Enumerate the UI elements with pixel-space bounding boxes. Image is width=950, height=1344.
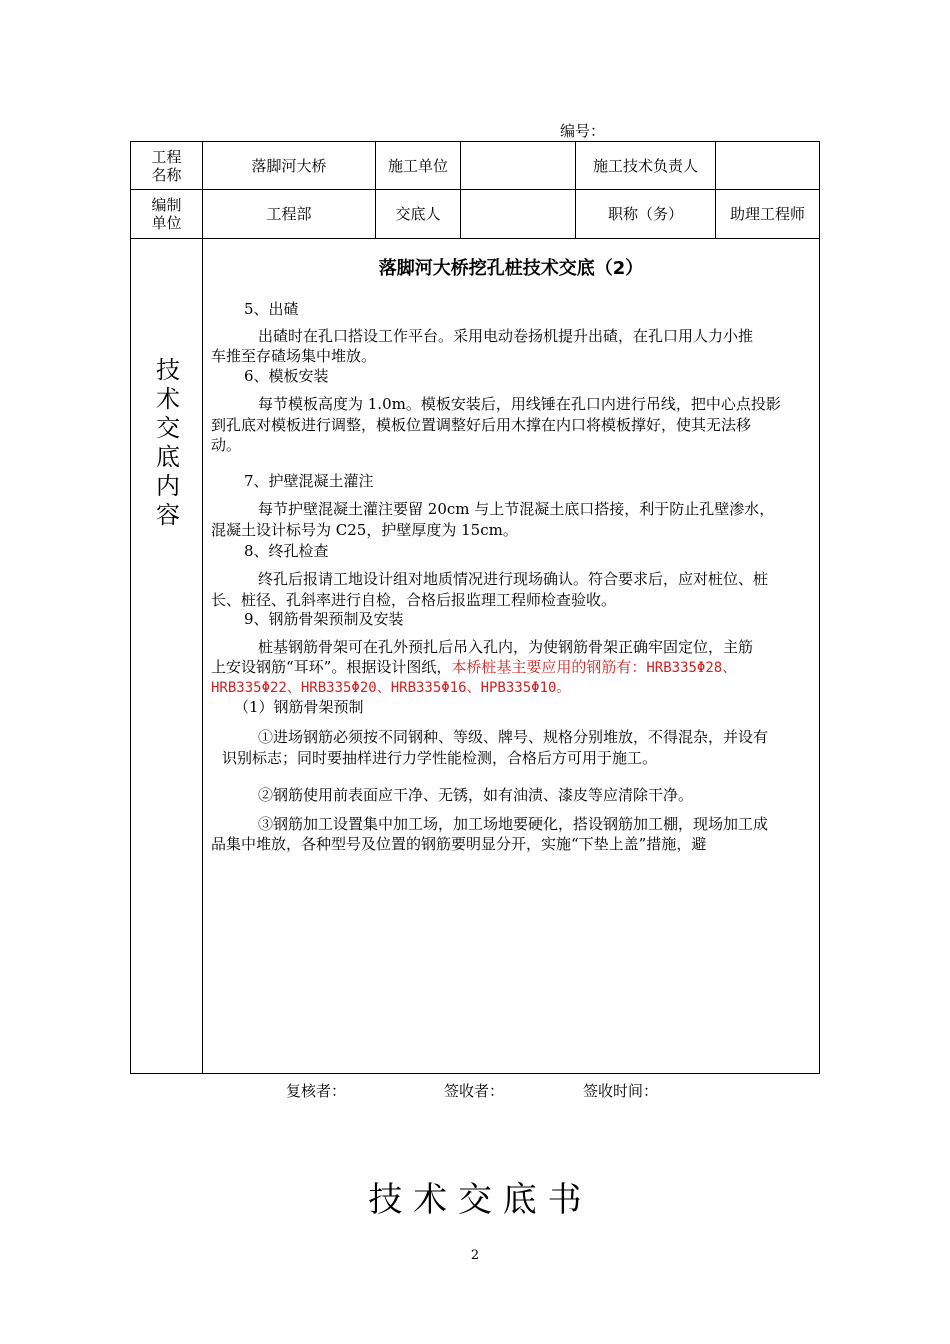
item-1-line-1: ①进场钢筋必须按不同钢种、等级、牌号、规格分别堆放，不得混杂，并设有 [258, 728, 769, 746]
big-title: 技 术 交 底 书 [368, 1180, 582, 1220]
section-9-line-2 [211, 656, 736, 679]
section-5-line-2: 车推至存碴场集中堆放。 [211, 347, 377, 365]
compile-unit-label: 编制 单位 [151, 196, 182, 232]
section-9-title: 9、钢筋骨架预制及安装 [244, 610, 404, 628]
rebar-highlight-line-3: HRB335Φ22、HRB335Φ20、HRB335Φ16、HPB335Φ10。 [211, 680, 571, 696]
section-8-line-2: 长、桩径、孔斜率进行自检，合格后报监理工程师检查验收。 [211, 591, 617, 609]
side-label: 技术交底内容 [156, 356, 180, 529]
job-title-label: 职称（务） [607, 205, 683, 223]
rebar-highlight-code: HRB335Φ28、 [646, 660, 737, 676]
section-6-line-3: 动。 [211, 436, 242, 454]
content-heading: 落脚河大桥挖孔桩技术交底（2） [378, 258, 644, 279]
section-7-line-1: 每节护壁混凝土灌注要留 20cm 与上节混凝土底口搭接，利于防止孔壁渗水， [258, 500, 775, 518]
doc-number-label: 编号： [560, 122, 606, 140]
compile-unit-value: 工程部 [266, 205, 312, 223]
section-6-line-1: 每节模板高度为 1.0m。模板安装后，用线锤在孔口内进行吊线，把中心点投影 [258, 395, 781, 413]
section-9-line-1: 桩基钢筋骨架可在孔外预扎后吊入孔内，为使钢筋骨架正确牢固定位，主筋 [258, 638, 754, 656]
construction-unit-label: 施工单位 [387, 156, 448, 175]
section-6-line-2: 到孔底对模板进行调整，模板位置调整好后用木撑在内口将模板撑好，使其无法移 [211, 416, 752, 434]
subsection-1-title: （1）钢筋骨架预制 [234, 698, 364, 716]
section-7-title: 7、护壁混凝土灌注 [244, 472, 374, 490]
project-name-label: 工程 名称 [151, 147, 182, 184]
item-3-line-2: 品集中堆放，各种型号及位置的钢筋要明显分开，实施“下垫上盖”措施，避 [211, 835, 707, 853]
item-2-line-1: ②钢筋使用前表面应干净、无锈，如有油渍、漆皮等应清除干净。 [258, 786, 694, 804]
receiver-label: 签收者： [444, 1082, 505, 1100]
briefer-value [461, 190, 575, 238]
section-8-title: 8、终孔检查 [244, 542, 329, 560]
section-5-title: 5、出碴 [244, 300, 299, 318]
page-number: 2 [470, 1248, 480, 1263]
section-6-title: 6、模板安装 [244, 367, 329, 385]
project-name-value: 落脚河大桥 [251, 156, 327, 175]
tech-lead-label: 施工技术负责人 [592, 156, 698, 175]
section-5-line-1: 出碴时在孔口搭设工作平台。采用电动卷扬机提升出碴，在孔口用人力小推 [258, 327, 754, 345]
reviewer-label: 复核者： [286, 1082, 347, 1100]
section-9-line-2-text: 上安设钢筋“耳环”。根据设计图纸， [211, 658, 452, 676]
item-1-line-2: 识别标志；同时要抽样进行力学性能检测，合格后方可用于施工。 [222, 749, 658, 767]
receive-time-label: 签收时间： [583, 1082, 659, 1100]
construction-unit-value [461, 142, 575, 189]
briefer-label: 交底人 [395, 205, 441, 223]
tech-lead-value [716, 142, 819, 189]
section-8-line-1: 终孔后报请工地设计组对地质情况进行现场确认。符合要求后，应对桩位、桩 [258, 570, 769, 588]
item-3-line-1: ③钢筋加工设置集中加工场，加工场地要硬化，搭设钢筋加工棚，现场加工成 [258, 815, 769, 833]
section-7-line-2: 混凝土设计标号为 C25，护壁厚度为 15cm。 [211, 521, 518, 539]
job-title-value: 助理工程师 [729, 205, 805, 223]
rebar-highlight-text: 本桥桩基主要应用的钢筋有： [451, 658, 647, 676]
